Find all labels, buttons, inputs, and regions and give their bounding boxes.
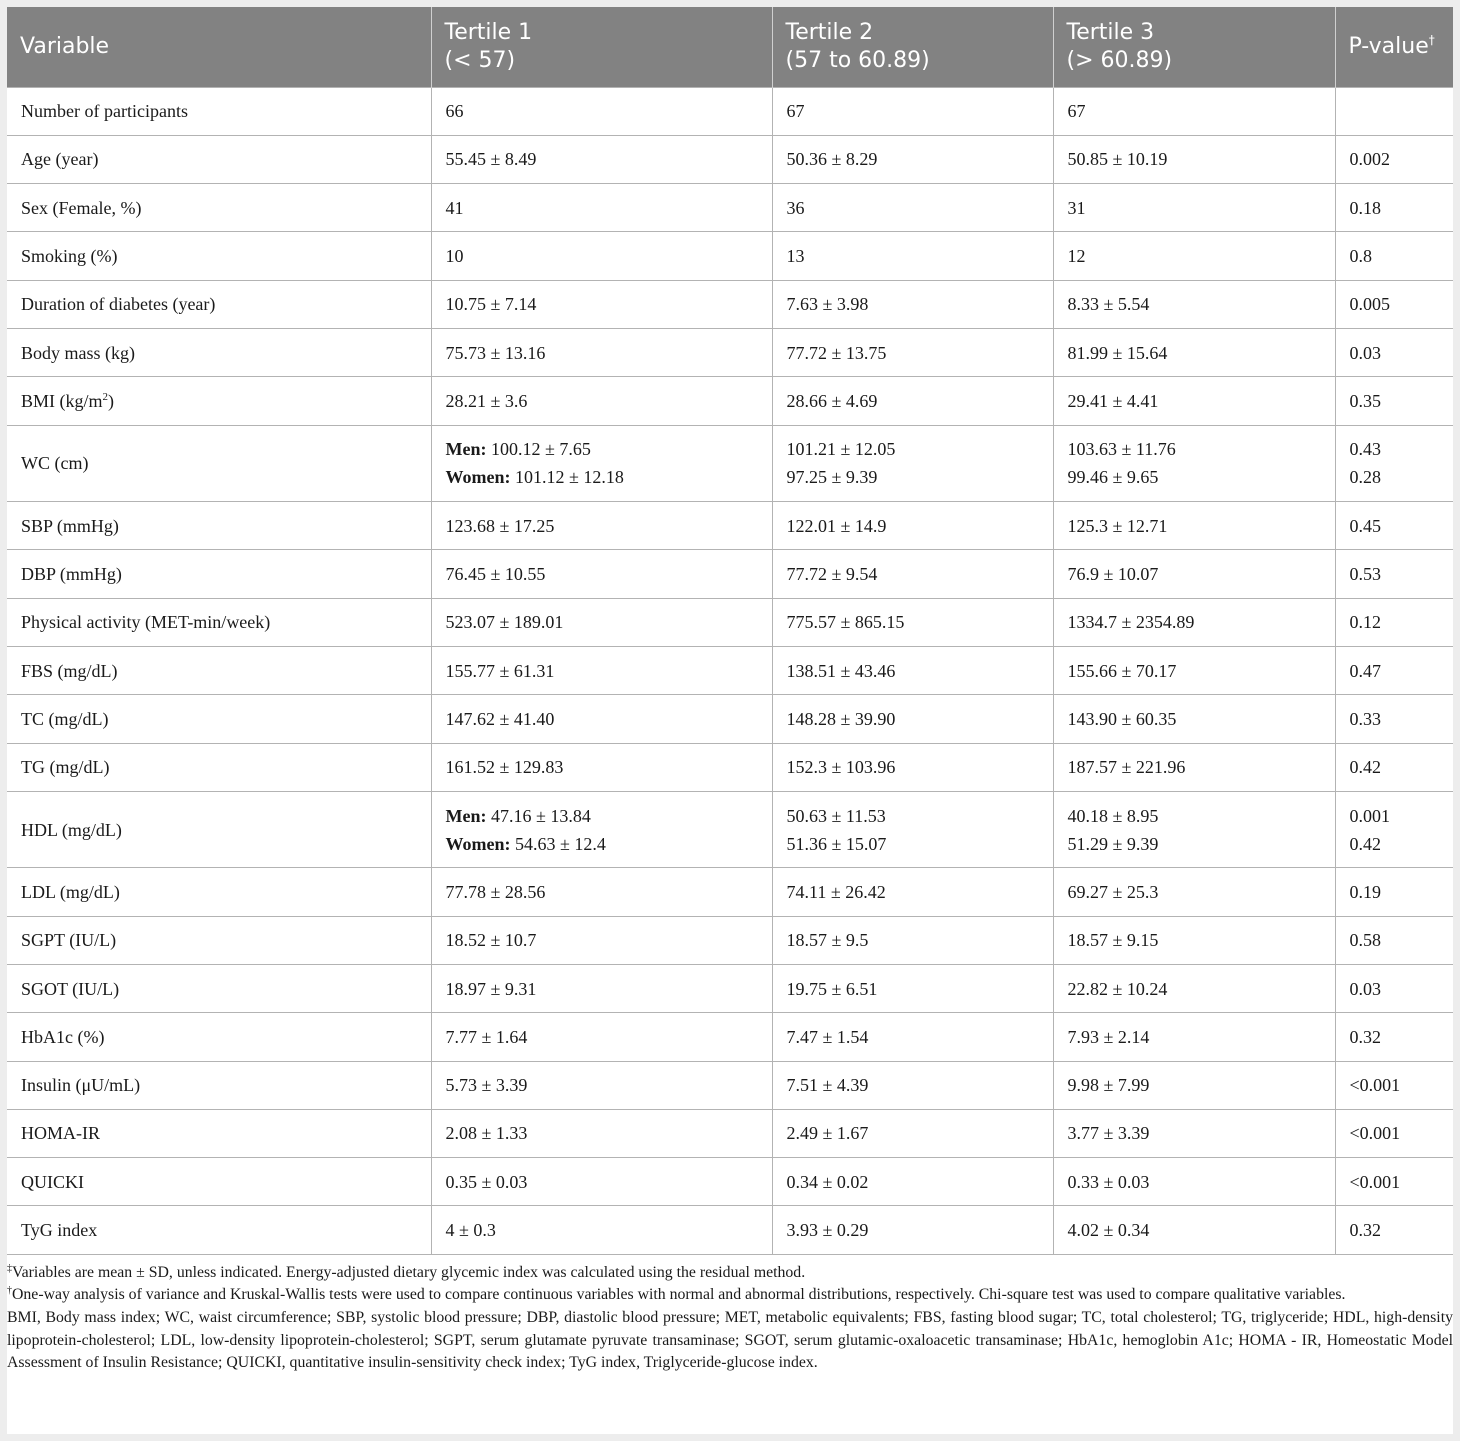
tertile-cell: 2.49 ± 1.67 bbox=[772, 1109, 1053, 1157]
table-row bbox=[7, 598, 1453, 646]
tertile-cell: 148.28 ± 39.90 bbox=[772, 695, 1053, 743]
tertile-cell: 103.63 ± 11.76 99.46 ± 9.65 bbox=[1053, 425, 1335, 502]
p-value-cell: 0.001 0.42 bbox=[1335, 791, 1453, 868]
header-tertile-3 bbox=[1053, 7, 1335, 87]
tertile-cell: 28.21 ± 3.6 bbox=[431, 377, 772, 425]
characteristics-table bbox=[7, 7, 1453, 1255]
tertile-cell: 12 bbox=[1053, 232, 1335, 280]
variable-cell: Insulin (μU/mL) bbox=[7, 1061, 431, 1109]
p-value-cell: 0.58 bbox=[1335, 916, 1453, 964]
tertile-cell: 74.11 ± 26.42 bbox=[772, 868, 1053, 916]
variable-cell: Number of participants bbox=[7, 87, 431, 135]
p-value-cell: <0.001 bbox=[1335, 1109, 1453, 1157]
tertile-cell: 19.75 ± 6.51 bbox=[772, 964, 1053, 1012]
table-row bbox=[7, 280, 1453, 328]
p-value-cell: 0.19 bbox=[1335, 868, 1453, 916]
tertile-cell: Men: 100.12 ± 7.65 Women: 101.12 ± 12.18 bbox=[431, 425, 772, 502]
tertile-cell: 18.97 ± 9.31 bbox=[431, 964, 772, 1012]
p-value-cell: 0.47 bbox=[1335, 646, 1453, 694]
table-row bbox=[7, 791, 1453, 868]
tertile-cell: 4.02 ± 0.34 bbox=[1053, 1206, 1335, 1254]
dagger-mark: † bbox=[1428, 32, 1435, 47]
header-tertile-1-range: (< 57) bbox=[444, 47, 516, 73]
tertile-cell: 187.57 ± 221.96 bbox=[1053, 743, 1335, 791]
tertile-cell: 8.33 ± 5.54 bbox=[1053, 280, 1335, 328]
header-tertile-2 bbox=[772, 7, 1053, 87]
tertile-cell: 138.51 ± 43.46 bbox=[772, 646, 1053, 694]
variable-cell: SGOT (IU/L) bbox=[7, 964, 431, 1012]
table-row bbox=[7, 868, 1453, 916]
tertile-cell: 7.93 ± 2.14 bbox=[1053, 1013, 1335, 1061]
p-value-cell: 0.53 bbox=[1335, 550, 1453, 598]
tertile-cell: 775.57 ± 865.15 bbox=[772, 598, 1053, 646]
tertile-cell: 3.93 ± 0.29 bbox=[772, 1206, 1053, 1254]
tertile-cell: 69.27 ± 25.3 bbox=[1053, 868, 1335, 916]
tertile-cell: 67 bbox=[772, 87, 1053, 135]
variable-cell: Body mass (kg) bbox=[7, 328, 431, 376]
tertile-cell: 76.45 ± 10.55 bbox=[431, 550, 772, 598]
variable-cell: QUICKI bbox=[7, 1158, 431, 1206]
variable-cell: SBP (mmHg) bbox=[7, 502, 431, 550]
tertile-cell: 1334.7 ± 2354.89 bbox=[1053, 598, 1335, 646]
tertile-cell: 10.75 ± 7.14 bbox=[431, 280, 772, 328]
variable-cell: Sex (Female, %) bbox=[7, 184, 431, 232]
table-row bbox=[7, 695, 1453, 743]
tertile-cell: 18.52 ± 10.7 bbox=[431, 916, 772, 964]
tertile-cell: 18.57 ± 9.5 bbox=[772, 916, 1053, 964]
table-sheet bbox=[7, 7, 1453, 1434]
tertile-cell: 4 ± 0.3 bbox=[431, 1206, 772, 1254]
tertile-cell: 29.41 ± 4.41 bbox=[1053, 377, 1335, 425]
tertile-cell: 81.99 ± 15.64 bbox=[1053, 328, 1335, 376]
p-value-cell: 0.002 bbox=[1335, 135, 1453, 183]
table-row bbox=[7, 1013, 1453, 1061]
variable-cell: Physical activity (MET-min/week) bbox=[7, 598, 431, 646]
table-header bbox=[7, 7, 1453, 87]
footnote-1: ‡Variables are mean ± SD, unless indicated. Energy-adjusted dietary glycemic index was calculated using the residual method. bbox=[7, 1262, 806, 1281]
variable-cell: Smoking (%) bbox=[7, 232, 431, 280]
table-row bbox=[7, 550, 1453, 598]
variable-cell: Duration of diabetes (year) bbox=[7, 280, 431, 328]
header-p-value: P-value† bbox=[1335, 7, 1453, 87]
variable-cell: HbA1c (%) bbox=[7, 1013, 431, 1061]
header-tertile-2-label: Tertile 2 bbox=[785, 19, 874, 45]
tertile-cell: 5.73 ± 3.39 bbox=[431, 1061, 772, 1109]
tertile-cell: 122.01 ± 14.9 bbox=[772, 502, 1053, 550]
variable-cell: LDL (mg/dL) bbox=[7, 868, 431, 916]
header-variable: Variable bbox=[7, 7, 431, 87]
variable-cell: WC (cm) bbox=[7, 425, 431, 502]
table-row bbox=[7, 328, 1453, 376]
table-row bbox=[7, 1109, 1453, 1157]
table-row bbox=[7, 87, 1453, 135]
table-row bbox=[7, 377, 1453, 425]
variable-cell: TG (mg/dL) bbox=[7, 743, 431, 791]
tertile-cell: Men: 47.16 ± 13.84 Women: 54.63 ± 12.4 bbox=[431, 791, 772, 868]
tertile-cell: 18.57 ± 9.15 bbox=[1053, 916, 1335, 964]
p-value-cell: 0.03 bbox=[1335, 964, 1453, 1012]
variable-cell: TC (mg/dL) bbox=[7, 695, 431, 743]
p-value-cell: 0.42 bbox=[1335, 743, 1453, 791]
p-value-cell: 0.43 0.28 bbox=[1335, 425, 1453, 502]
p-value-cell: 0.35 bbox=[1335, 377, 1453, 425]
tertile-cell: 66 bbox=[431, 87, 772, 135]
variable-cell: FBS (mg/dL) bbox=[7, 646, 431, 694]
variable-cell: Age (year) bbox=[7, 135, 431, 183]
tertile-cell: 147.62 ± 41.40 bbox=[431, 695, 772, 743]
p-value-cell bbox=[1335, 87, 1453, 135]
table-row bbox=[7, 184, 1453, 232]
variable-cell: BMI $(kg/m^2)$ bbox=[7, 377, 431, 425]
footnote-2: †One-way analysis of variance and Kruskal-Wallis tests were used to compare continuous variables with normal and abnormal distributions, respectively. Chi-square test was used to compare qualitative variables. bbox=[7, 1285, 1346, 1304]
table-footnotes bbox=[7, 1255, 1453, 1375]
table-row bbox=[7, 232, 1453, 280]
tertile-cell: 7.63 ± 3.98 bbox=[772, 280, 1053, 328]
tertile-cell: 75.73 ± 13.16 bbox=[431, 328, 772, 376]
tertile-cell: 67 bbox=[1053, 87, 1335, 135]
variable-cell: SGPT (IU/L) bbox=[7, 916, 431, 964]
p-value-cell: 0.45 bbox=[1335, 502, 1453, 550]
p-value-cell: 0.03 bbox=[1335, 328, 1453, 376]
tertile-cell: 101.21 ± 12.05 97.25 ± 9.39 bbox=[772, 425, 1053, 502]
table-row bbox=[7, 1206, 1453, 1254]
tertile-cell: 0.33 ± 0.03 bbox=[1053, 1158, 1335, 1206]
tertile-cell: 123.68 ± 17.25 bbox=[431, 502, 772, 550]
tertile-cell: 77.78 ± 28.56 bbox=[431, 868, 772, 916]
table-row bbox=[7, 916, 1453, 964]
tertile-cell: 3.77 ± 3.39 bbox=[1053, 1109, 1335, 1157]
table-row bbox=[7, 964, 1453, 1012]
tertile-cell: 152.3 ± 103.96 bbox=[772, 743, 1053, 791]
tertile-cell: 13 bbox=[772, 232, 1053, 280]
p-value-cell: 0.8 bbox=[1335, 232, 1453, 280]
tertile-cell: 2.08 ± 1.33 bbox=[431, 1109, 772, 1157]
tertile-cell: 0.35 ± 0.03 bbox=[431, 1158, 772, 1206]
p-value-cell: 0.18 bbox=[1335, 184, 1453, 232]
tertile-cell: 41 bbox=[431, 184, 772, 232]
p-value-cell: 0.005 bbox=[1335, 280, 1453, 328]
tertile-cell: 10 bbox=[431, 232, 772, 280]
tertile-cell: 125.3 ± 12.71 bbox=[1053, 502, 1335, 550]
tertile-cell: 155.77 ± 61.31 bbox=[431, 646, 772, 694]
header-tertile-1-label: Tertile 1 bbox=[444, 19, 533, 45]
tertile-cell: 143.90 ± 60.35 bbox=[1053, 695, 1335, 743]
tertile-cell: 50.85 ± 10.19 bbox=[1053, 135, 1335, 183]
table-row bbox=[7, 1158, 1453, 1206]
tertile-cell: 7.77 ± 1.64 bbox=[431, 1013, 772, 1061]
tertile-cell: 7.47 ± 1.54 bbox=[772, 1013, 1053, 1061]
variable-cell: TyG index bbox=[7, 1206, 431, 1254]
footnote-abbreviations: BMI, Body mass index; WC, waist circumference; SBP, systolic blood pressure; DBP, diastolic blood pressure; MET, metabolic equivalents; FBS, fasting blood sugar; TC, total cholesterol; TG, triglyceride; HDL, high-density lipoprotein-cholesterol; LDL, low-density lipoprotein-cholesterol; SGPT, serum glutamate pyruvate transaminase; SGOT, serum glutamic-oxaloacetic transaminase; HbA1c, hemoglobin A1c; HOMA - IR, Homeostatic Model Assessment of Insulin Resistance; QUICKI, quantitative insulin-sensitivity check index; TyG index, Triglyceride-glucose index. bbox=[7, 1308, 1453, 1372]
header-tertile-2-range: (57 to 60.89) bbox=[785, 47, 930, 73]
header-tertile-3-range: (> 60.89) bbox=[1066, 47, 1173, 73]
tertile-cell: 50.63 ± 11.53 51.36 ± 15.07 bbox=[772, 791, 1053, 868]
tertile-cell: 28.66 ± 4.69 bbox=[772, 377, 1053, 425]
tertile-cell: 40.18 ± 8.95 51.29 ± 9.39 bbox=[1053, 791, 1335, 868]
tertile-cell: 55.45 ± 8.49 bbox=[431, 135, 772, 183]
tertile-cell: 76.9 ± 10.07 bbox=[1053, 550, 1335, 598]
tertile-cell: 22.82 ± 10.24 bbox=[1053, 964, 1335, 1012]
header-tertile-1 bbox=[431, 7, 772, 87]
tertile-cell: 50.36 ± 8.29 bbox=[772, 135, 1053, 183]
p-value-cell: <0.001 bbox=[1335, 1158, 1453, 1206]
p-value-cell: <0.001 bbox=[1335, 1061, 1453, 1109]
tertile-cell: 155.66 ± 70.17 bbox=[1053, 646, 1335, 694]
p-value-cell: 0.12 bbox=[1335, 598, 1453, 646]
variable-cell: HOMA-IR bbox=[7, 1109, 431, 1157]
tertile-cell: 77.72 ± 13.75 bbox=[772, 328, 1053, 376]
p-value-cell: 0.33 bbox=[1335, 695, 1453, 743]
header-tertile-3-label: Tertile 3 bbox=[1066, 19, 1155, 45]
p-value-cell: 0.32 bbox=[1335, 1206, 1453, 1254]
tertile-cell: 0.34 ± 0.02 bbox=[772, 1158, 1053, 1206]
table-row bbox=[7, 502, 1453, 550]
table-body bbox=[7, 87, 1453, 1254]
table-row bbox=[7, 743, 1453, 791]
tertile-cell: 9.98 ± 7.99 bbox=[1053, 1061, 1335, 1109]
tertile-cell: 77.72 ± 9.54 bbox=[772, 550, 1053, 598]
table-row bbox=[7, 646, 1453, 694]
tertile-cell: 523.07 ± 189.01 bbox=[431, 598, 772, 646]
tertile-cell: 31 bbox=[1053, 184, 1335, 232]
table-row bbox=[7, 425, 1453, 502]
tertile-cell: 161.52 ± 129.83 bbox=[431, 743, 772, 791]
tertile-cell: 7.51 ± 4.39 bbox=[772, 1061, 1053, 1109]
p-value-cell: 0.32 bbox=[1335, 1013, 1453, 1061]
table-row bbox=[7, 135, 1453, 183]
variable-cell: DBP (mmHg) bbox=[7, 550, 431, 598]
table-row bbox=[7, 1061, 1453, 1109]
tertile-cell: 36 bbox=[772, 184, 1053, 232]
variable-cell: HDL (mg/dL) bbox=[7, 791, 431, 868]
